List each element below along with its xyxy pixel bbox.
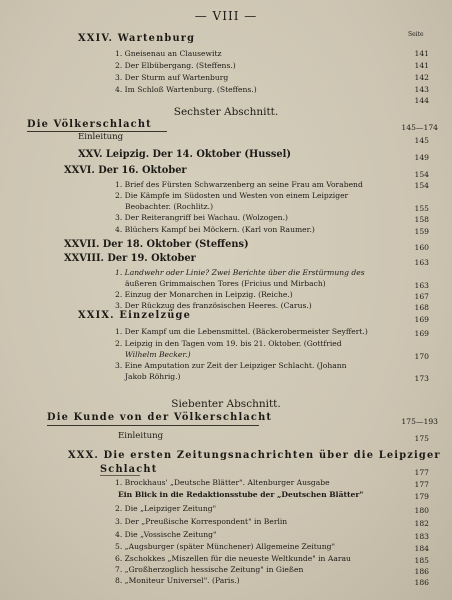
entry-page: 160 (414, 243, 429, 252)
entry-text: 2. Einzug der Monarchen in Leipzig. (Reiche.) (115, 290, 293, 299)
entry-page: 142 (414, 73, 429, 82)
entry-page: 168 (414, 303, 429, 312)
entry-text: 7. „Großherzoglich hessische Zeitung" in Gießen (115, 565, 304, 574)
entry-page: 163 (414, 281, 429, 290)
part-pages: 145—174 (401, 123, 438, 132)
entry-text-cont: äußeren Grimmaischen Tores (Fricius und Mirbach) (125, 279, 326, 288)
chapter-title-cont: Schlacht (100, 464, 158, 475)
introduction: Einleitung (78, 132, 124, 142)
chapter-title: XXVII. Der 18. Oktober (Steffens) (64, 239, 249, 250)
chapter-title: XXIX. Einzelzüge (78, 310, 192, 321)
entry-text: 4. Die „Vossische Zeitung" (115, 530, 217, 539)
part-underline (47, 425, 259, 426)
entry-text: 3. Eine Amputation zur Zeit der Leipziger Schlacht. (Johann (115, 361, 347, 370)
entry-page: 182 (414, 519, 429, 528)
entry-page: 159 (414, 227, 429, 236)
entry-page: 144 (414, 96, 429, 105)
entry-text: 3. Der Sturm auf Wartenburg (115, 73, 229, 82)
entry-text: Ein Blick in die Redaktionsstube der „Deutschen Blätter" (118, 490, 364, 499)
entry-page: 169 (414, 315, 429, 324)
entry-page: 183 (414, 532, 429, 541)
entry-page: 177 (414, 468, 429, 477)
entry-page: 184 (414, 544, 429, 553)
entry-page: 186 (414, 578, 429, 587)
entry-page: 149 (414, 153, 429, 162)
part-title: Die Völkerschlacht (27, 119, 152, 130)
entry-page: 180 (414, 506, 429, 515)
entry-text: 1. Der Kampf um die Lebensmittel. (Bäckerobermeister Seyffert.) (115, 327, 368, 336)
entry-page: 141 (414, 49, 429, 58)
entry-page: 141 (414, 61, 429, 70)
entry-text: 1. Brief des Fürsten Schwarzenberg an seine Frau am Vorabend (115, 180, 363, 189)
entry-page: 167 (414, 292, 429, 301)
entry-page: 155 (414, 204, 429, 213)
entry-text: 2. Die Kämpfe im Südosten und Westen von einem Leipziger (115, 191, 349, 200)
entry-text: 2. Leipzig in den Tagen vom 19. bis 21. Oktober. (Gottfried (115, 339, 342, 348)
entry-text: 2. Der Elbübergang. (Steffens.) (115, 61, 236, 70)
entry-page: 158 (414, 215, 429, 224)
introduction: Einleitung (118, 431, 164, 441)
page-column-heading: Seite (408, 31, 424, 38)
entry-page: 175 (414, 434, 429, 443)
section-heading: Sechster Abschnitt. (173, 106, 279, 118)
entry-text-cont: Jakob Röhrig.) (125, 372, 181, 381)
entry-text: 5. „Augsburger (später Münchener) Allgemeine Zeitung" (115, 542, 335, 551)
entry-page: 170 (414, 352, 429, 361)
chapter-title: XXX. Die ersten Zeitungsnachrichten über die Leipziger (68, 450, 441, 461)
entry-text: 1. Landwehr oder Linie? Zwei Berichte über die Erstürmung des (115, 268, 365, 277)
entry-page: 177 (414, 480, 429, 489)
entry-page: 186 (414, 567, 429, 576)
entry-page: 173 (414, 374, 429, 383)
entry-text: 6. Zschokkes „Miszellen für die neueste Weltkunde" in Aarau (115, 554, 351, 563)
chapter-title: XXV. Leipzig. Der 14. Oktober (Hussel) (78, 149, 291, 160)
entry-text: 3. Der Rückzug des französischen Heeres. (Carus.) (115, 301, 312, 310)
entry-page: 143 (414, 85, 429, 94)
page-header: — VIII — (194, 9, 258, 23)
entry-text: 3. Der „Preußische Korrespondent" in Berlin (115, 517, 288, 526)
title-underline (100, 475, 140, 476)
chapter-title: XXIV. Wartenburg (78, 33, 196, 44)
part-pages: 175—193 (401, 417, 438, 426)
chapter-title: XXVI. Der 16. Oktober (64, 165, 187, 176)
entry-page: 179 (414, 492, 429, 501)
chapter-title: XXVIII. Der 19. Oktober (64, 253, 196, 264)
entry-page: 154 (414, 170, 429, 179)
entry-page: 145 (414, 136, 429, 145)
section-heading: Siebenter Abschnitt. (171, 398, 281, 410)
entry-text: 2. Die „Leipziger Zeitung" (115, 504, 217, 513)
entry-page: 185 (414, 556, 429, 565)
entry-text: 1. Gneisenau an Clausewitz (115, 49, 222, 58)
entry-text: 4. Im Schloß Wartenburg. (Steffens.) (115, 85, 257, 94)
entry-text: 4. Blüchers Kampf bei Möckern. (Karl von Raumer.) (115, 225, 315, 234)
entry-text: 1. Brockhaus' „Deutsche Blätter". Altenburger Ausgabe (115, 478, 330, 487)
entry-text-cont: Wilhelm Becker.) (125, 350, 191, 359)
entry-page: 163 (414, 258, 429, 267)
entry-page: 169 (414, 329, 429, 338)
entry-text: 8. „Moniteur Universel". (Paris.) (115, 576, 240, 585)
entry-text-cont: Beobachter. (Rochlitz.) (125, 202, 214, 211)
entry-page: 154 (414, 181, 429, 190)
entry-text: 3. Der Reiterangriff bei Wachau. (Wolzogen.) (115, 213, 288, 222)
part-title: Die Kunde von der Völkerschlacht (47, 412, 273, 423)
